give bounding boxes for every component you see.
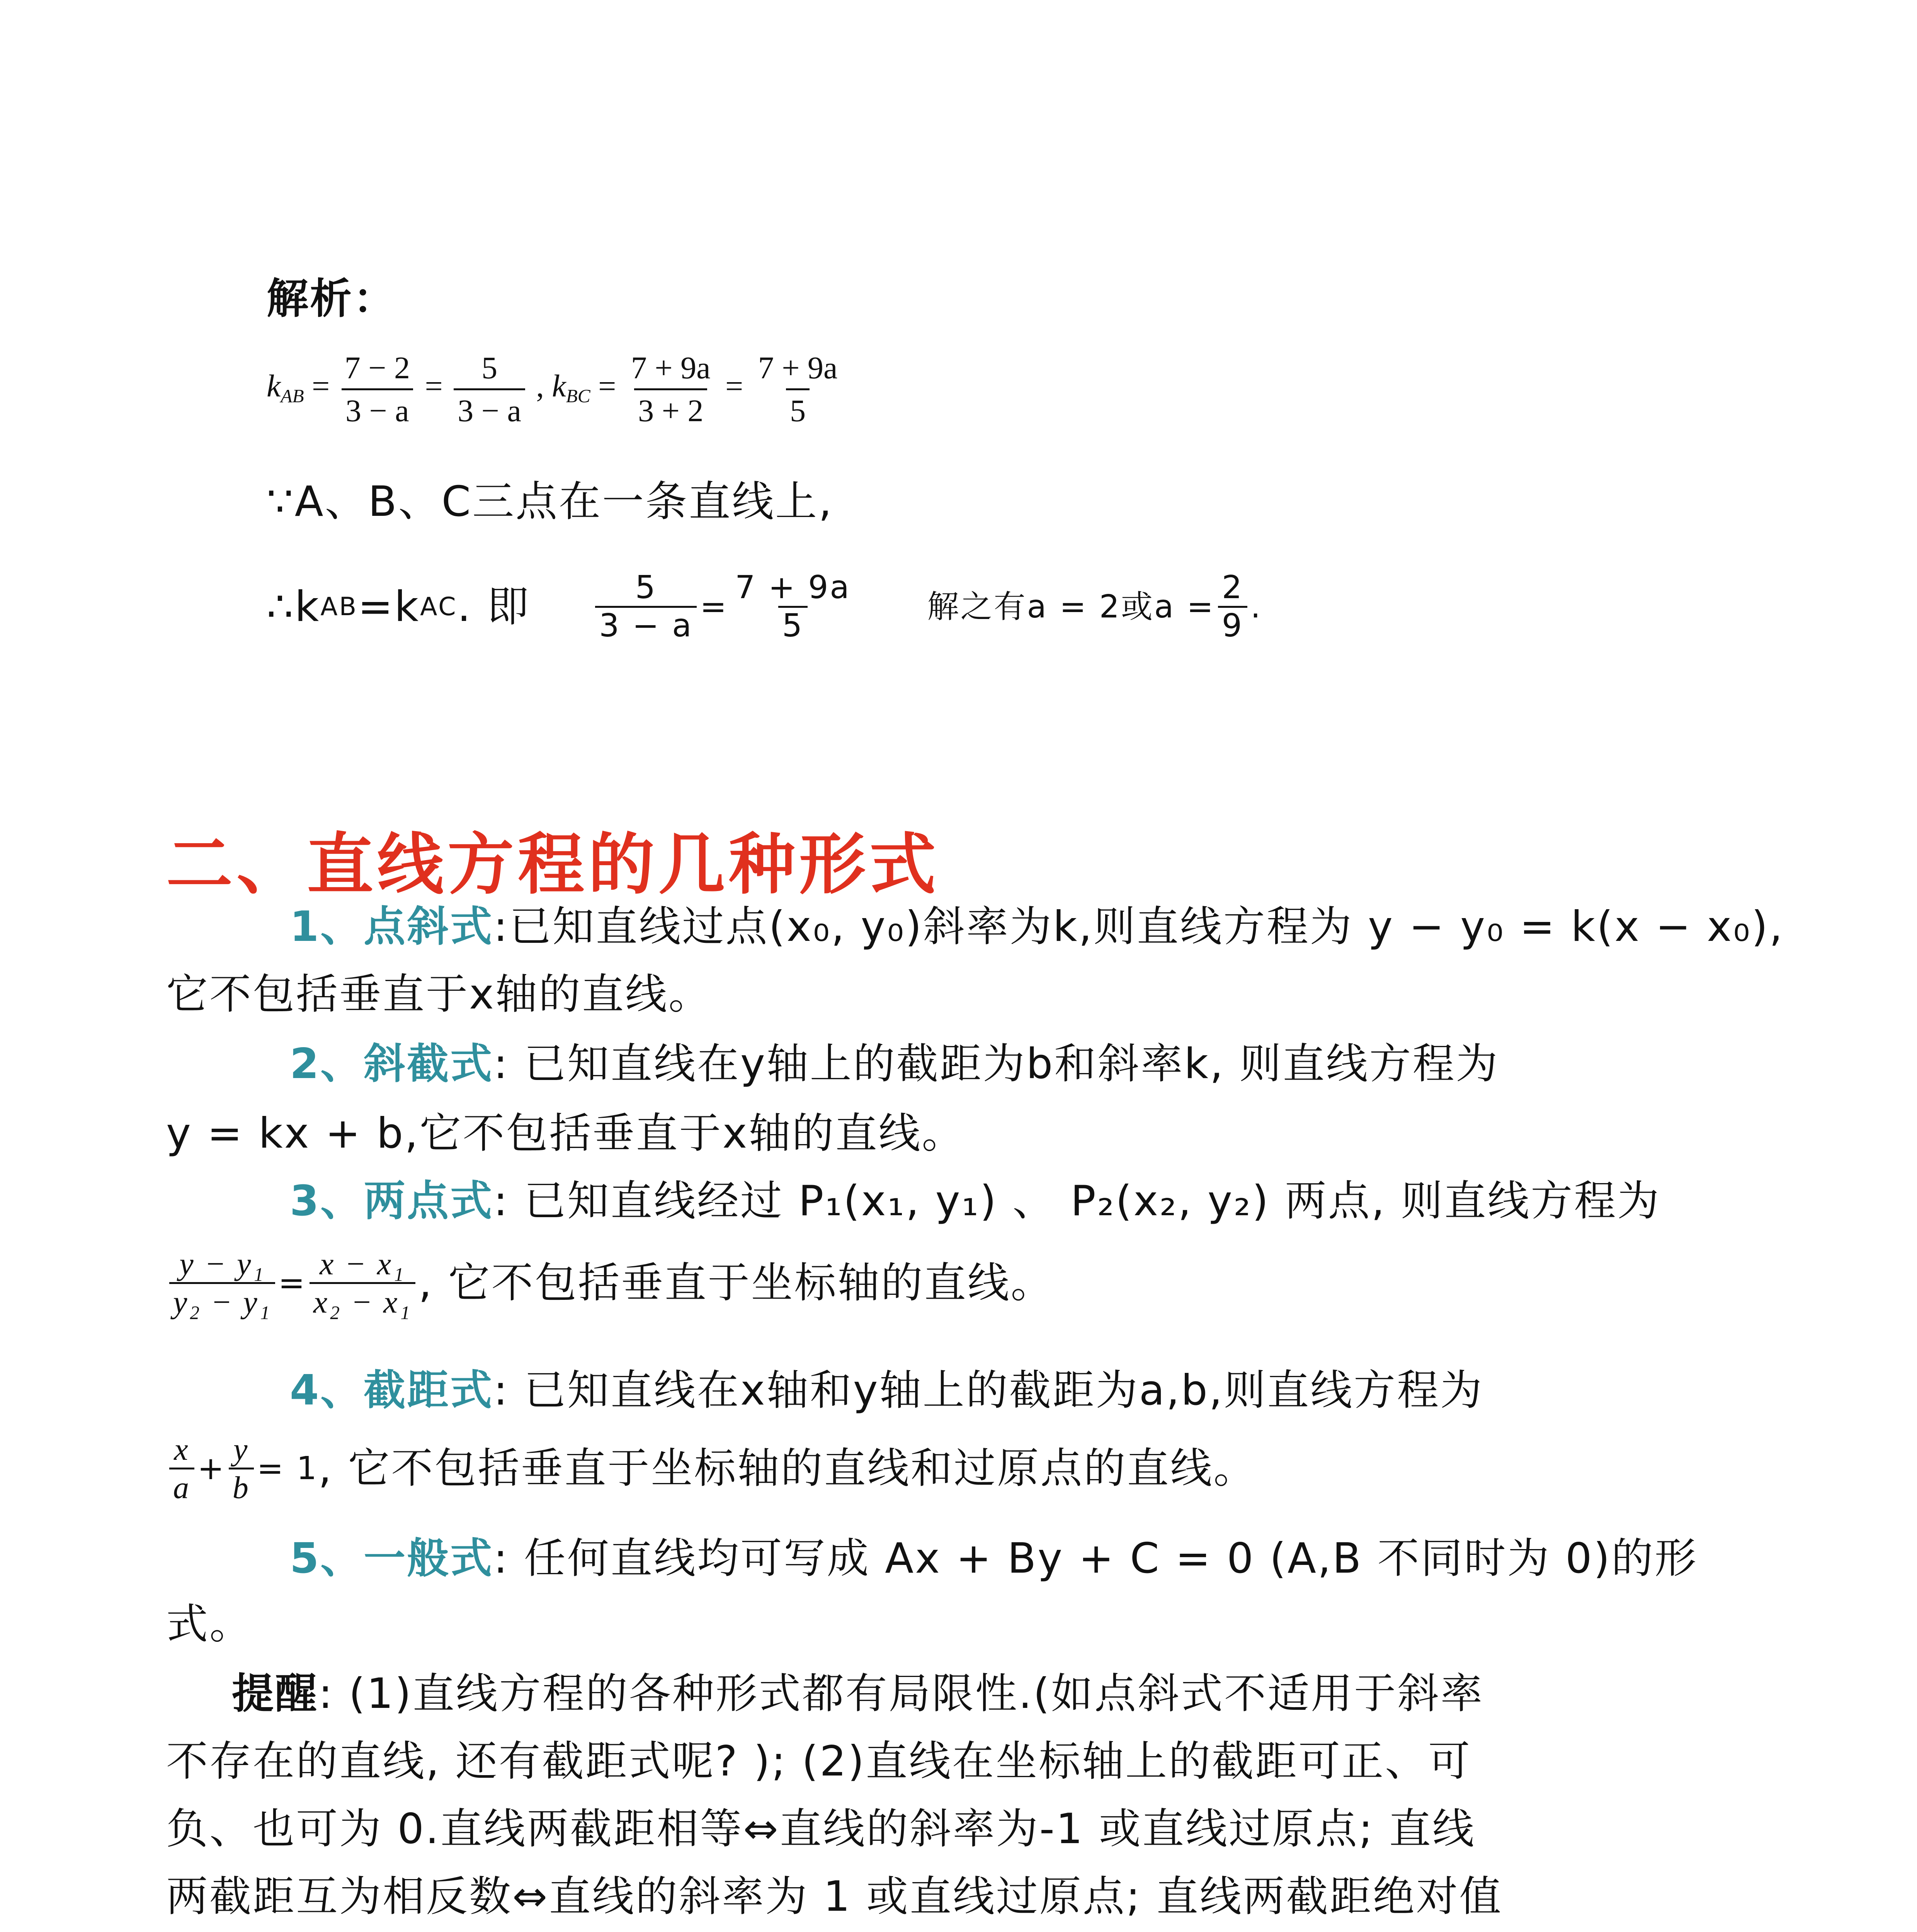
fraction-3: $\frac{7 + 9a}{3 + 2}$: [631, 350, 711, 428]
form-intercept-cont: $\frac{x}{a}$ + $\frac{y}{b}$ = 1 , 它不包括垂直于坐标轴的直线和过原点的直线。: [166, 1434, 1257, 1503]
solve-text: 解之有a = 2或a =: [927, 588, 1215, 625]
collinear-statement: ∵A、B、C三点在一条直线上,: [267, 478, 833, 526]
reminder-line-4: 两截距互为相反数⇔直线的斜率为 1 或直线过原点; 直线两截距绝对值: [166, 1872, 1503, 1921]
fraction-1: $\frac{7 - 2}{3 - a}$: [341, 350, 414, 429]
section-heading: 二、直线方程的几种形式: [166, 826, 940, 903]
kab-equals-kac: ∴k AB =k AC . 即 $\frac{5}{3 - a}$ = $\frac{7 + 9a}{5}$ 解之有a = 2或a = $\frac{2}{9}$ .: [267, 569, 1262, 644]
fraction-2: $\frac{5}{3 - a}$: [454, 350, 525, 429]
slope-equation: $k_{AB}$ = $\frac{7 - 2}{3 - a}$ = $\frac{5}{3 - a}$ , $k_{BC}$ = $\frac{7 + 9a}{3 + 2}$ = $\frac{7 + 9a}{5}$: [267, 350, 844, 429]
two-point-right: $\frac{\text{x − x₁}}{\text{x₂ − x₁}}$: [310, 1248, 415, 1318]
form-two-point: 3、两点式: 已知直线经过 P₁(x₁, y₁) 、 P₂(x₂, y₂) 两点, 则直线方程为: [290, 1177, 1661, 1225]
eq-fraction-right: $\frac{7 + 9a}{5}$: [735, 569, 851, 644]
eq-fraction-left: $\frac{5}{3 - a}$: [595, 572, 697, 642]
form-general: 5、一般式: 任何直线均可写成 Ax + By + C = 0 (A,B 不同时为 0)的形: [290, 1534, 1698, 1583]
reminder-line-2: 不存在的直线, 还有截距式呢? ); (2)直线在坐标轴上的截距可正、可: [166, 1737, 1472, 1786]
intercept-y-over-b: $\frac{y}{b}$: [229, 1434, 254, 1503]
form-slope-intercept-cont: y = kx + b,它不包括垂直于x轴的直线。: [166, 1109, 965, 1158]
form-point-slope-cont: 它不包括垂直于x轴的直线。: [166, 970, 712, 1019]
form-slope-intercept: 2、斜截式: 已知直线在y轴上的截距为b和斜率k, 则直线方程为: [290, 1040, 1499, 1088]
form-two-point-cont: $\frac{\text{y − y₁}}{\text{y₂ − y₁}}$ = $\frac{\text{x − x₁}}{\text{x₂ − x₁}}$ , 它不包括垂直于坐标轴的直线。: [166, 1248, 1054, 1318]
analysis-label: 解析：: [267, 275, 397, 323]
solve-fraction: $\frac{2}{9}$: [1218, 572, 1247, 642]
reminder-line-1: 提醒: (1)直线方程的各种形式都有局限性.(如点斜式不适用于斜率: [232, 1670, 1484, 1718]
form-point-slope: 1、点斜式:已知直线过点(x₀, y₀)斜率为k,则直线方程为 y − y₀ = k(x − x₀),: [290, 903, 1784, 951]
intercept-x-over-a: $\frac{x}{a}$: [169, 1434, 194, 1503]
reminder-line-3: 负、也可为 0.直线两截距相等⇔直线的斜率为-1 或直线过原点; 直线: [166, 1805, 1476, 1853]
fraction-4: $\frac{7 + 9a}{5}$: [758, 350, 838, 428]
form-intercept: 4、截距式: 已知直线在x轴和y轴上的截距为a,b,则直线方程为: [290, 1366, 1484, 1415]
k-bc: $k_{BC}$: [552, 368, 590, 407]
two-point-left: $\frac{\text{y − y₁}}{\text{y₂ − y₁}}$: [169, 1248, 275, 1318]
k-ab: $k_{AB}$: [267, 368, 304, 407]
form-general-cont: 式。: [166, 1600, 253, 1648]
